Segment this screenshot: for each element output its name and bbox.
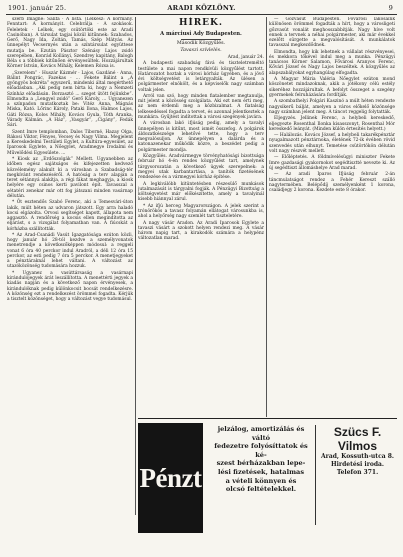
- column-3: [269, 17, 395, 415]
- advertisement: [138, 418, 397, 544]
- column-divider: [266, 17, 267, 417]
- advertiser-line: Hirdetési iroda.: [330, 461, 385, 468]
- article-paragraph: Elmondta, hogy kik lehetnek a vállalat részvényesei, és mekkora tőkével indul meg a munka. Pénzügyi tanácsos Körner Salamon, Fővárosi Aranyos Ferenc, Kővári József és Nagy Lajos beszéltek. A közgyűlés az alapszabályokat egyhangúlag elfogadta.: [269, 49, 395, 76]
- ad-line: a vételi könnyen és: [225, 476, 297, 485]
- article-paragraph: * Kiosk az „Erdőszolgák” Mellett. Ugyanebben az időben egész sajátságos és kifejezetten kedvező közvélemény alakult ki a városban a Szabadság-tér megkívánt rendezéséről. A hatóság a terv alapján a teret sétánnyá alakítja, a régi fákat meghagyja, a kiosk helyére egy csinos kerti pavilont épít. Tavasszal a sétatéri zenekar már ott fog játszani minden vasárnap délután.: [7, 157, 133, 199]
- ad-line: fedezetre folyósíttatok és ké-: [214, 442, 308, 459]
- ad-line: szest bérházakban lepe-: [216, 459, 306, 468]
- article-paragraph: — Halálozás. Kovács József, a helybeli takarékpénztár nyugalmazott pénztárnoka, életének 72-ik évében rövid szenvedés után elhunyt. Temetése csütörtökön délután volt nagy részvét mellett.: [269, 133, 395, 154]
- ad-line: olcsó feltételekkel.: [225, 485, 297, 494]
- article-paragraph: — Előléptetés. A földmívelésügyi miniszter Fekete Imre gazdasági gyakornokot segédtisztté nevezte ki. Az új segédtiszt állomáshelye Arad marad.: [269, 155, 395, 171]
- article-paragraph: A budapesti szabadság fává és tiszteletreméltó testülete a mai napon rendkívüli közgyűlést tartott. Határozatot hoztak a városi kórház ügyében, és a jövő évi költségvetést is letárgyalták. Az ülésen a polgármester elnökölt, és a képviselők nagy számban voltak jelen.: [138, 61, 264, 93]
- article-paragraph: A legkiválóbb kitüntetésben részesülő munkások jutalmazását is tárgyalni fogják. A Pénzügyi Bizottság a költségvetést már előkészítette, amely a tavalyinál kisebb hiánnyal zárul.: [138, 181, 264, 203]
- advertiser-line: Arad, Kossuth-utca 8.: [321, 453, 394, 460]
- section-title: HÍREK.: [178, 18, 223, 28]
- article-paragraph: A városban lakó ifjúság pedig, amely a tavalyi ünnepélyen is kitűnt, most ismét összefog. A polgárok áldozatkészsége lehetővé tette, hogy a terv megvalósuljon. Az ünnepélyen a dalárda és a katonazenekar működik közre, a beszédet pedig a polgármester mondja.: [138, 121, 264, 153]
- page-number: 9: [388, 4, 393, 12]
- ad-divider: [315, 425, 316, 525]
- dateline: Arad, január 24.: [227, 55, 264, 60]
- article-paragraph: „Szerelem” · Huszár Kázmér · Lajos, Gazdáné · Anna, Bálint Pongrác, Fazekas · ... Fekete Bálint a „A gyöngyös bokréta” egyszerű, mindenki által megérthető előadásban. „Aki pedig nem bírta ki, hogy a Nemzeti Színház előadásán. Borzasztó ... szeget ütött fejünkbe”. Elmondta a „Lengyel zsidó” Gerő Károly, ... Ugyanezen a színpadon mutatkoztak be: Vitéz Anna, Mágnás Miska, Kató. Lőrinc Károly, Pataki Ilona, Halmos Lajos, Gáti Rózsa, Kolos Mihály, Kovács Gyula, Tóth Aranka, Várady Kálmán. „A Ház”, „Vasgyár”, „Cigány”, Fedák Sári.: [7, 70, 133, 129]
- article-paragraph: A nagy vásár Aradon. Az Aradi Iparosok Egylete a tavaszi vásárt a szokott helyen rendezi meg. A vásár három napig tart, a kirakodók számára a helypénz változatlan marad.: [138, 220, 264, 242]
- header-rule: [6, 14, 397, 15]
- article-paragraph: A Magyar Mária Valéria Nőegylet ezúton mond köszönetet mindazoknak, akik a jótékony célú estély sikeréhez hozzájárultak. A befolyt összeget a szegény gyermekek felruházására fordítják.: [269, 77, 395, 98]
- article-paragraph: Arról van szó, hogy minden fiatalember megtanulja, mit jelent a közösség szolgálata. Aki ezt nem érti meg, az nem érdemli meg a közbizalmat. A fiatalság lelkesedéssel fogadta a tervet, és azonnal jelentkeztek a munkára. Gyűjtést indítottak a városi szegények javára.: [138, 93, 264, 120]
- article-paragraph: Eljegyzés. Jellinek Ferenc, a helybeli kereskedő, eljegyezte Rosenthal Ilonka kisasszonyt, Rosenthal Mór kereskedő leányát. (Minden külön értesítés helyett.): [269, 116, 395, 132]
- ad-line: jelzálog, amortizálás és váltó: [217, 425, 305, 442]
- subheading: Második Közgyűlés.: [176, 41, 226, 46]
- advertiser-block: [318, 425, 397, 477]
- article-paragraph: Közgyűlés. Aradvármegye törvényhatósági bizottsága február hó 4-én rendes közgyűlést tart, amelynek tárgysorozatán a következő ügyek szerepelnek: a megyei utak karbantartása, a tanítók fizetésének rendezése és a vármegyei kórház építése.: [138, 154, 264, 181]
- newspaper-title: ARADI KÖZLÖNY.: [167, 4, 236, 12]
- article-paragraph: Szent Imre templomban, Dalos Tiborné, Hazay Olga, Rákosi Viktor, Fényes, Vecsey és Nagy Vilma. Megjelent a Kereskedelmi Testületi Egylet, a Kultúra-egyesület, az Iparosok Egylete, a Nőegylet, Aradmegye Irodalmi és Művelődési Egyesülete. ...: [7, 129, 133, 156]
- ad-body: [208, 425, 314, 494]
- short-rule: [181, 39, 221, 40]
- advertiser-name: Szücs F. Vilmos: [333, 425, 382, 453]
- article-paragraph: — Az aradi Iparos Ifjúság február 2-án táncmulatságot rendez a Fehér Kereszt szálló nagytermében. Belépődíj személyenként 1 korona, családjegy 2 korona. Kezdete este 8 órakor.: [269, 172, 395, 194]
- advertiser-line: Telefon 371.: [336, 469, 379, 476]
- column-2: [138, 17, 264, 415]
- article-paragraph: A szombathelyi Polgári Kaszinó a múlt héten rendezte nagysikerű bálját, amelyen a város előkelő közönsége nagy számban jelent meg. A táncot reggelig folytatták.: [269, 99, 395, 115]
- article-paragraph: * Ugyanez a vasúttársaság a vasárnapi kirándulójegyek árát leszállította. A menettérti jegyek a kiadás napján és a következő napon érvényesek, a kirándulóknak pedig különkocsit bocsát rendelkezésre. A közönség ezt a rendelkezést örömmel fogadta. Kérjük a tisztelt közönséget, hogy a változást vegye tudomásul.: [7, 270, 133, 303]
- article-paragraph: * Öt esztendős Szabó Ferenc, aki a Temesvári-úton lakik, múlt héten az udvaron játszott. Egy arra haladó kocsi elgázolta. Orvosi segítséget kapott, állapota nem aggasztó. A rendőrség a kocsis ellen megindította az eljárást, s a vizsgálat folyamatban van. A fiúcskát a kórházba szállították.: [7, 200, 133, 232]
- article-paragraph: szerb Imagne: Salifa · A lista. (Lelkész: A kormány. Fenntart: A kormányit. Celebrálja · A szokások. Feleletek · Lelkek, egy csütörtöki este az Aradi Casinóban). A társulat tagjai közül kitűnnek: Szabados, Gerő, Nagy Ida, Zoltán, Tamás, Szép Mátyás. Az ünnepélyt Vecsernyés után a színtársulat együttese mutatja be. Ezután Pásztor Szénásy Lajos zsidó szerepében, Konrád Kollányi, Szendrey kapitány, Balogh Béla s a többiek kitűnően érvényesültek. Hozzájárultak Körner István, Kovács Mihály, Kelemen Rózsa is.: [7, 17, 133, 70]
- advertisement-area: [138, 418, 397, 543]
- article-paragraph: — Gőzvasút Budapesten. Fővárosi lakosaink különösen örömmel fogadták a hírt, hogy a városligeti gőzvasút vonalát meghosszabbítják. Nagy híve volt ennek a tervnek a néhai polgármester, aki már évekkel ezelőtt sürgette a megvalósítását. A munkálatok tavasszal megkezdődnek.: [269, 17, 395, 49]
- ad-line: lési fizetések, hatalmas: [217, 467, 305, 476]
- subheading: Tavaszi szívlelés.: [180, 48, 222, 53]
- running-head: [6, 3, 397, 13]
- newspaper-page: [6, 3, 397, 554]
- subheading: A márciusi Ady Budapesten.: [160, 31, 242, 37]
- ad-headline: Pénzt: [138, 423, 203, 533]
- column-1: [7, 17, 133, 515]
- column-divider: [135, 17, 136, 515]
- article-paragraph: * Az Arad-Csanádi Vasút Igazgatósága ezúton közli, hogy január hó 28-tól kezdve a személyvonatok menetrendje a következőképpen módosul: a reggeli vonat 6 óra 40 perckor indul Aradról, a déli 12 óra 15 perckor, az esti pedig 7 óra 5 perckor. A menetjegyeket a pénztáraknál lehet váltani. A változást az utazóközönség tudomására hozzuk.: [7, 232, 133, 270]
- article-paragraph: * Az ifjú herceg Magyarországon. A jelek szerint a trónörökös a tavasz folyamán ellátogat városunkba is, ahol a helyőrség nagy szemlét tart tiszteletére.: [138, 203, 264, 220]
- issue-date: 1901. január 25.: [8, 4, 67, 12]
